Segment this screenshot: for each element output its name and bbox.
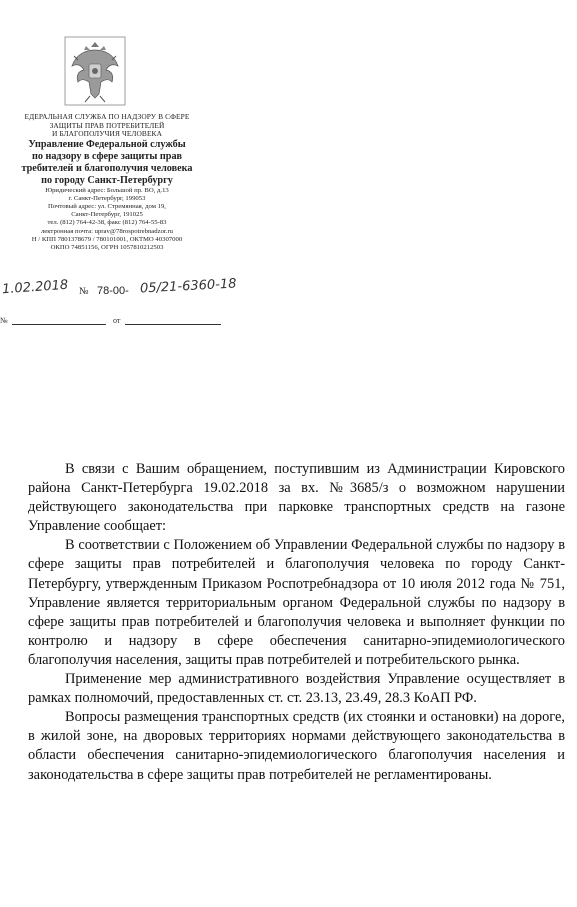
ref-from-label: от <box>113 316 121 325</box>
body-paragraph: В соответствии с Положением об Управлении Федеральной службы по надзору в сфере защиты прав потребителей и благополучия человека по городу Санкт-Петербургу, утвержденным Приказом Роспотребнадзора от 10 июля 2012 года № 751, Управление является территориальным органом Федеральной службы по надзору в сфере защиты прав потребителей и благополучия человека и выполняет функции по контролю и надзору в сфере обеспечения санитарно-эпидемиологического благополучия населения, защиты прав потребителей и потребительского рынка. <box>28 537 565 668</box>
contact-line: тел. (812) 764-42-38, факс (812) 764-55-83 <box>47 219 167 227</box>
registration-number-handwritten: 05/21-6360-18 <box>139 276 237 297</box>
contact-line: г. Санкт-Петербург, 199053 <box>68 194 146 202</box>
contact-line: Почтовый адрес: ул. Стремянная, дом 19, <box>48 203 166 211</box>
agency-line: ЕДЕРАЛЬНАЯ СЛУЖБА ПО НАДЗОРУ В СФЕРЕ <box>24 112 190 121</box>
letterhead <box>0 113 214 252</box>
agency-line: И БЛАГОПОЛУЧИЯ ЧЕЛОВЕКА <box>51 129 163 139</box>
contact-line: Н / КПП 7801378679 / 780101001, ОКТМО 40307000 <box>31 235 183 243</box>
ref-number-label: № <box>0 316 8 325</box>
registration-line <box>0 276 260 303</box>
office-name-line: Управление Федеральной службы <box>28 138 186 150</box>
letter-body <box>28 460 565 785</box>
contact-line: ОКПО 74851156, ОГРН 1057810212503 <box>50 243 164 251</box>
office-name-line: требителей и благополучия человека <box>21 162 193 174</box>
body-paragraph: Применение мер административного воздействия Управление осуществляет в рамках полномочий, предоставленных ст. ст. 23.13, 23.49, 28.3 КоАП РФ. <box>28 671 565 707</box>
contact-line: лектронная почта: uprav@78rospotrebnadzor.ru <box>40 227 174 235</box>
body-paragraph: Вопросы размещения транспортных средств (их стоянки и остановки) на дороге, в жилой зоне, на дворовых территориях нормами действующего законодательства в области обеспечения санитарно-эпидемиологического благополучия населения и законодательства в сфере защиты прав потребителей не регламентированы. <box>28 709 565 783</box>
coat-of-arms-emblem <box>64 36 126 106</box>
office-name-line: по надзору в сфере защиты прав <box>31 150 183 162</box>
office-name-line: по городу Санкт-Петербургу <box>41 174 173 186</box>
number-label: № <box>79 286 89 297</box>
ref-from-underline <box>125 324 221 325</box>
registration-number-printed: 78-00- <box>97 285 129 297</box>
contact-line: Юридический адрес: Большой пр. ВО, д.13 <box>45 186 169 194</box>
contact-line: Санкт-Петербург, 191025 <box>71 211 143 219</box>
agency-line: ЗАЩИТЫ ПРАВ ПОТРЕБИТЕЛЕЙ <box>49 120 165 130</box>
handwritten-date: 1.02.2018 <box>1 277 69 298</box>
reference-line <box>0 316 225 328</box>
body-paragraph: В связи с Вашим обращением, поступившим из Администрации Кировского района Санкт-Петербурга 19.02.2018 за вх. №3685/з о возможном нарушении действующего законодательства при парковке транспортных средств на газоне Управление сообщает: <box>28 461 565 535</box>
ref-number-underline <box>12 324 106 325</box>
